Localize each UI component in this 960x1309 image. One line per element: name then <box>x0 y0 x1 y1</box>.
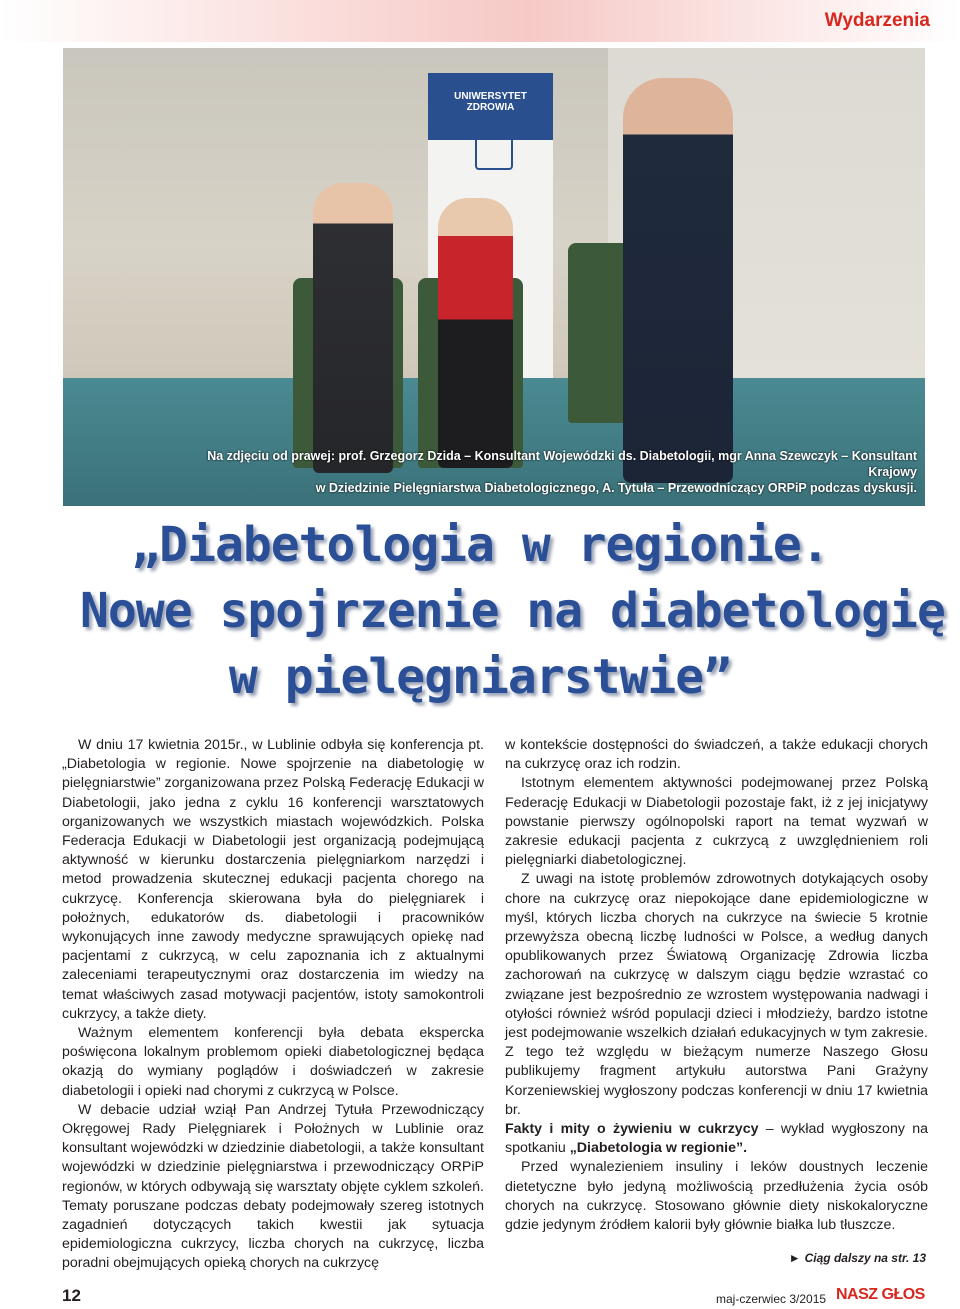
right-column <box>505 736 928 1235</box>
paragraph: W debacie udział wziął Pan Andrzej Tytuła Przewodniczący Okręgowej Rady Pielęgniarek i Położnych w Lublinie oraz konsultant wojewódzki w dziedzinie diabetologii, a także konsultant wojewódzki w dziedzinie pielęgniarstwa i przewodniczący ORPiP regionów, w których odbywają się warsztaty objęte cyklem szkoleń. Tematy poruszane podczas debaty podejmowały szereg istotnych zagadnień dotyczących takich kwestii jak sytuacja epidemiologiczna cukrzycy, liczba chorych na cukrzycę, liczba poradni obejmujących opieką chorych na cukrzycę <box>62 1101 484 1272</box>
left-column <box>62 736 484 1274</box>
issue-label: maj-czerwiec 3/2015 <box>716 1292 827 1306</box>
page-number: 12 <box>62 1286 81 1305</box>
section-label: Wydarzenia <box>824 10 930 31</box>
article-title: „Diabetologia w regionie. Nowe spojrzenie na diabetologię w pielęgniarstwie” <box>80 517 945 705</box>
paragraph: Z uwagi na istotę problemów zdrowotnych dotykających osoby chore na cukrzycę oraz niepokojące dane epidemiologiczne w myśl, których liczba chorych na cukrzyce na świecie 5 krotnie przewyższa obecną liczbę ludności w Polsce, a według danych opublikowanych przez Światową Organizację Zdrowia liczba zachorowań na cukrzycę w dalszym ciągu będzie wzrastać co związane jest bezpośrednio ze wzrostem występowania nadwagi i otyłości również wśród populacji dzieci i młodzieży, bardzo istotne jest podejmowanie wszelkich działań edukacyjnych w tym zakresie. Z tego też względu w bieżącym numerze Naszego Głosu publikujemy fragment artykułu autorstwa Pani Grażyny Korzeniewskiej wygłoszony podczas konferencji w dniu 17 kwietnia br. <box>505 871 928 1118</box>
magazine-logo: NASZ GŁOS <box>836 1286 925 1303</box>
arrow-right-icon: ► <box>788 1251 801 1265</box>
photo-caption: Na zdjęciu od prawej: prof. Grzegorz Dzida – Konsultant Wojewódzki ds. Diabetologii, mgr Anna Szewczyk – Konsultant Krajowy w Dziedzinie Pielęgniarstwa Diabetologicznego, A. Tytuła – Przewodniczący ORPiP podczas dyskusji. <box>207 449 917 495</box>
paragraph: Ważnym elementem konferencji była debata ekspercka poświęcona lokalnym problemom opieki diabetologicznej będąca okazją do wymiany poglądów i doświadczeń w zakresie diabetologii i opieki nad chorymi z cukrzycą w Polsce. <box>62 1025 484 1099</box>
header-band <box>0 0 960 42</box>
article-photo <box>63 48 925 506</box>
paragraph: w kontekście dostępności do świadczeń, a także edukacji chorych na cukrzycę oraz ich rodzin. <box>505 737 928 773</box>
continued-note: ► Ciąg dalszy na str. 13 <box>788 1251 926 1265</box>
seated-woman <box>438 198 513 468</box>
standing-speaker <box>623 78 733 483</box>
lecture-paragraph: Fakty i mity o żywieniu w cukrzycy – wykład wygłoszony na spotkaniu „Diabetologia w regionie”. <box>505 1121 928 1157</box>
paragraph: Istotnym elementem aktywności podejmowanej przez Polską Federację Edukacji w Diabetologii pozostaje fakt, iż z jej inicjatywy powstanie pierwszy ogólnopolski raport na temat wyzwań w zakresie edukacji pacjenta z cukrzycą z uwzględnieniem roli pielęgniarki diabetologicznej. <box>505 775 928 869</box>
seated-man <box>313 183 393 473</box>
paragraph: Przed wynalezieniem insuliny i leków doustnych leczenie dietetyczne było jedyną możliwością przedłużenia życia osób chorych na cukrzycę. Stosowano głównie diety niskokaloryczne gdzie jedynym źródłem kalorii były głównie białka lub tłuszcze. <box>505 1159 928 1234</box>
banner-logo <box>475 136 513 170</box>
banner-text: UNIWERSYTET ZDROWIA <box>454 91 527 113</box>
paragraph: W dniu 17 kwietnia 2015r., w Lublinie odbyła się konferencja pt. „Diabetologia w regionie. Nowe spojrzenie na diabetologię w pielęgniarstwie” zorganizowana przez Polską Federację Edukacji w Diabetologii, jako jedna z cyklu 16 konferencji warsztatowych organizowanych we wszystkich miastach wojewódzkich. Polska Federacja Edukacji w Diabetologii jest organizacją podejmującą aktywność w kierunku dostarczenia pielęgniarkom narzędzi i metod prowadzenia skutecznej edukacji pacjenta chorego na cukrzycę. Konferencja skierowana była do pielęgniarek i położnych, edukatorów ds. diabetologii i pracowników wykonujących inne zawody medyczne sprawujących opiekę nad pacjentami z cukrzycą, w celu zapoznania ich z aktualnymi zaleceniami terapeutycznymi oraz dostarczenia im wiedzy na temat właściwych zasad motywacji pacjentów, istoty samokontroli cukrzycy, a także diety. <box>62 737 484 1022</box>
